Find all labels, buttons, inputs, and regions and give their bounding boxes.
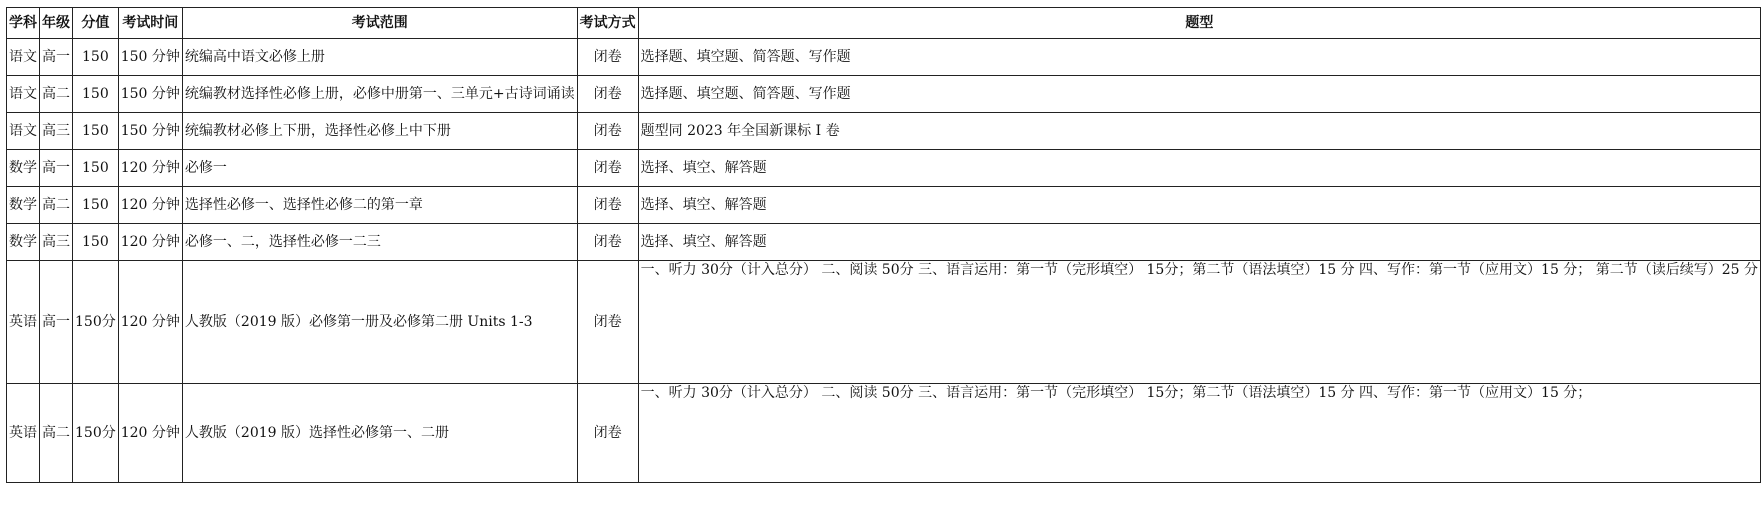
cell-grade: 高一 (40, 39, 73, 76)
cell-score: 150分 (73, 261, 119, 384)
cell-subject: 语文 (7, 39, 40, 76)
cell-score: 150 (73, 113, 119, 150)
cell-time: 120 分钟 (118, 224, 182, 261)
cell-method: 闭卷 (577, 150, 638, 187)
table-row (7, 39, 1761, 76)
cell-grade: 高二 (40, 384, 73, 483)
cell-score: 150 (73, 224, 119, 261)
cell-method: 闭卷 (577, 224, 638, 261)
header-time: 考试时间 (118, 8, 182, 39)
cell-types: 选择、填空、解答题 (638, 187, 1760, 224)
cell-scope: 人教版（2019 版）必修第一册及必修第二册 Units 1-3 (182, 261, 577, 384)
exam-schedule-table (6, 7, 1761, 483)
cell-types: 选择题、填空题、简答题、写作题 (638, 76, 1760, 113)
cell-grade: 高一 (40, 150, 73, 187)
table-row (7, 187, 1761, 224)
cell-time: 120 分钟 (118, 261, 182, 384)
cell-subject: 英语 (7, 261, 40, 384)
cell-time: 150 分钟 (118, 113, 182, 150)
cell-time: 150 分钟 (118, 39, 182, 76)
cell-score: 150 (73, 76, 119, 113)
cell-scope: 必修一 (182, 150, 577, 187)
header-row (7, 8, 1761, 39)
table-row (7, 224, 1761, 261)
cell-time: 150 分钟 (118, 76, 182, 113)
cell-subject: 英语 (7, 384, 40, 483)
cell-time: 120 分钟 (118, 384, 182, 483)
cell-subject: 数学 (7, 187, 40, 224)
header-method: 考试方式 (577, 8, 638, 39)
header-types: 题型 (638, 8, 1760, 39)
cell-scope: 统编高中语文必修上册 (182, 39, 577, 76)
cell-scope: 统编教材必修上下册，选择性必修上中下册 (182, 113, 577, 150)
cell-grade: 高二 (40, 76, 73, 113)
cell-subject: 语文 (7, 113, 40, 150)
table-row (7, 384, 1761, 483)
cell-scope: 选择性必修一、选择性必修二的第一章 (182, 187, 577, 224)
table-row (7, 76, 1761, 113)
header-score: 分值 (73, 8, 119, 39)
cell-method: 闭卷 (577, 261, 638, 384)
cell-grade: 高二 (40, 187, 73, 224)
cell-types: 选择、填空、解答题 (638, 224, 1760, 261)
header-grade: 年级 (40, 8, 73, 39)
cell-types: 选择题、填空题、简答题、写作题 (638, 39, 1760, 76)
header-subject: 学科 (7, 8, 40, 39)
cell-grade: 高三 (40, 224, 73, 261)
cell-scope: 必修一、二，选择性必修一二三 (182, 224, 577, 261)
cell-types: 选择、填空、解答题 (638, 150, 1760, 187)
header-scope: 考试范围 (182, 8, 577, 39)
table-row (7, 150, 1761, 187)
cell-method: 闭卷 (577, 384, 638, 483)
cell-score: 150 (73, 187, 119, 224)
cell-time: 120 分钟 (118, 187, 182, 224)
cell-score: 150分 (73, 384, 119, 483)
cell-score: 150 (73, 150, 119, 187)
cell-types: 题型同 2023 年全国新课标 I 卷 (638, 113, 1760, 150)
cell-subject: 数学 (7, 150, 40, 187)
cell-time: 120 分钟 (118, 150, 182, 187)
cell-score: 150 (73, 39, 119, 76)
cell-method: 闭卷 (577, 187, 638, 224)
cell-scope: 统编教材选择性必修上册，必修中册第一、三单元+古诗词诵读 (182, 76, 577, 113)
cell-method: 闭卷 (577, 76, 638, 113)
cell-grade: 高三 (40, 113, 73, 150)
cell-types: 一、听力 30分（计入总分） 二、阅读 50分 三、语言运用：第一节（完形填空） 15分；第二节（语法填空）15 分 四、写作：第一节（应用文）15 分； (638, 384, 1760, 483)
cell-subject: 语文 (7, 76, 40, 113)
cell-method: 闭卷 (577, 113, 638, 150)
cell-subject: 数学 (7, 224, 40, 261)
cell-method: 闭卷 (577, 39, 638, 76)
table-row (7, 261, 1761, 384)
table-row (7, 113, 1761, 150)
cell-grade: 高一 (40, 261, 73, 384)
cell-scope: 人教版（2019 版）选择性必修第一、二册 (182, 384, 577, 483)
cell-types: 一、听力 30分（计入总分） 二、阅读 50分 三、语言运用：第一节（完形填空） 15分；第二节（语法填空）15 分 四、写作：第一节（应用文）15 分； 第二节（读后续写）25 分 (638, 261, 1760, 384)
